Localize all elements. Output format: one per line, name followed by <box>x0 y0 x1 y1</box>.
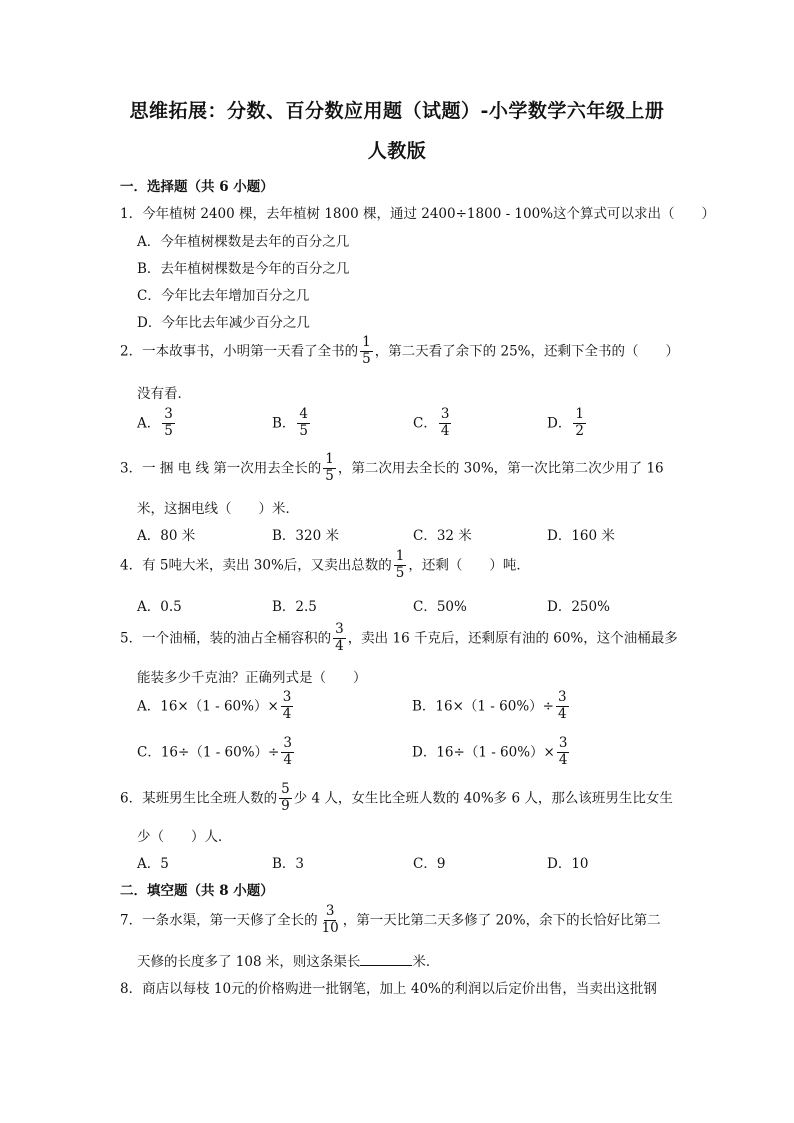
fraction <box>394 550 407 580</box>
question-2-stem-post: ，第二天看了余下的 25%，还剩下全书的（ ） <box>374 343 679 360</box>
question-2-stem-pre: 2．一本故事书，小明第一天看了全书的 <box>120 343 359 360</box>
fraction <box>279 783 292 813</box>
question-5-stem-line2: 能装多少千克油？正确列式是（ ） <box>137 670 367 686</box>
fraction-denominator: 2 <box>575 422 584 439</box>
fraction-denominator: 5 <box>395 564 405 581</box>
question-5-option-b <box>412 689 571 722</box>
option-text: B．16×（1 - 60%）÷ <box>412 698 554 715</box>
fraction-numerator: 3 <box>282 689 292 705</box>
fraction <box>333 623 346 653</box>
question-6-stem-post: 少 4 人，女生比全班人数的 40%多 6 人，那么该班男生比女生 <box>293 790 673 807</box>
fraction-denominator: 9 <box>281 797 290 814</box>
question-2-option-b <box>272 406 312 439</box>
fraction-denominator: 4 <box>558 751 568 768</box>
fraction-denominator: 5 <box>164 422 173 439</box>
section-heading-fill: 二．填空题（共 8 小题） <box>120 883 274 899</box>
option-label: B． <box>272 415 296 432</box>
question-6-stem-line2: 少（ ）人． <box>137 829 232 845</box>
question-6-option-d: D．10 <box>547 856 589 872</box>
question-2-option-c <box>413 406 453 439</box>
question-3-stem-line2: 米，这捆电线（ ）米． <box>137 501 299 517</box>
question-1-option-c: C．今年比去年增加百分之几 <box>137 288 310 304</box>
fraction-numerator: 3 <box>558 735 568 751</box>
option-text: C．16÷（1 - 60%）÷ <box>137 744 280 761</box>
question-3-stem <box>120 451 664 484</box>
fraction-numerator: 3 <box>283 735 292 751</box>
option-text: D．16÷（1 - 60%）× <box>412 744 555 761</box>
fraction-numerator: 1 <box>325 451 334 467</box>
fraction-numerator: 3 <box>335 621 344 637</box>
question-4-stem-post: ，还剩（ ）吨． <box>408 557 530 574</box>
question-6-option-c: C．9 <box>413 856 446 872</box>
fraction <box>360 336 373 366</box>
question-5-option-a <box>137 689 295 722</box>
question-1-option-b: B．去年植树棵数是今年的百分之几 <box>137 261 350 277</box>
question-2-option-d <box>547 406 588 439</box>
fraction <box>297 408 310 438</box>
fraction-denominator: 4 <box>282 705 292 722</box>
question-6-option-a: A．5 <box>137 856 169 872</box>
question-5-stem <box>120 621 678 654</box>
option-label: C． <box>413 415 437 432</box>
question-3-option-c: C．32 米 <box>413 528 472 544</box>
page-title-line2: 人教版 <box>367 140 427 162</box>
question-7-line2-pre: 天修的长度多了 108 米，则这条渠长 <box>137 954 361 970</box>
fraction <box>557 737 570 767</box>
fraction-denominator: 5 <box>362 350 371 367</box>
fraction-denominator: 4 <box>440 422 450 439</box>
option-text: A．16×（1 - 60%）× <box>137 698 279 715</box>
question-5-option-c <box>137 735 296 768</box>
fraction <box>281 737 294 767</box>
fraction-denominator: 10 <box>321 919 339 936</box>
question-6-option-b: B．3 <box>272 856 305 872</box>
question-4-option-c: C．50% <box>413 599 467 615</box>
question-3-option-d: D．160 米 <box>547 528 615 544</box>
fraction-numerator: 5 <box>281 781 290 797</box>
question-4-option-d: D．250% <box>547 599 610 615</box>
option-label: D． <box>547 415 572 432</box>
fraction-numerator: 1 <box>575 406 584 422</box>
question-6-stem-pre: 6．某班男生比全班人数的 <box>120 790 278 807</box>
question-2-stem <box>120 334 679 367</box>
question-4-stem-pre: 4．有 5吨大米，卖出 30%后，又卖出总数的 <box>120 557 392 574</box>
question-2-option-a <box>137 406 177 439</box>
fraction-numerator: 1 <box>395 548 405 564</box>
answer-blank[interactable] <box>360 953 412 966</box>
question-7-stem-post: ，第一天比第二天多修了 20%，余下的长恰好比第二 <box>342 912 661 929</box>
question-1-option-d: D．今年比去年减少百分之几 <box>137 315 310 331</box>
question-1-option-a: A．今年植树棵数是去年的百分之几 <box>137 234 350 250</box>
fraction <box>162 408 175 438</box>
fraction-numerator: 3 <box>557 689 567 705</box>
fraction-numerator: 3 <box>325 903 335 919</box>
fraction-denominator: 5 <box>325 467 334 484</box>
question-4-stem <box>120 548 530 581</box>
fraction-denominator: 4 <box>557 705 567 722</box>
fraction-numerator: 1 <box>362 334 371 350</box>
question-8-stem: 8．商店以每枝 10元的价格购进一批钢笔，加上 40%的利润以后定价出售，当卖出这批钢 <box>120 981 657 997</box>
question-7-stem-pre: 7．一条水渠，第一天修了全长的 <box>120 912 318 929</box>
question-4-option-b: B．2.5 <box>272 599 317 615</box>
fraction <box>323 453 336 483</box>
fraction-denominator: 5 <box>299 422 309 439</box>
fraction <box>556 691 569 721</box>
question-6-stem <box>120 781 673 814</box>
question-7-line2-post: 米． <box>412 954 440 970</box>
question-5-stem-post: ，卖出 16 千克后，还剩原有油的 60%，这个油桶最多 <box>347 630 678 647</box>
fraction <box>320 905 341 935</box>
fraction-denominator: 4 <box>283 751 292 768</box>
question-4-option-a: A．0.5 <box>137 599 182 615</box>
fraction-denominator: 4 <box>335 637 344 654</box>
question-5-stem-pre: 5．一个油桶，装的油占全桶容积的 <box>120 630 332 647</box>
section-heading-choice: 一．选择题（共 6 小题） <box>120 179 274 195</box>
question-3-stem-post: ，第二次用去全长的 30%，第一次比第二次少用了 16 <box>337 460 664 477</box>
question-3-option-b: B．320 米 <box>272 528 339 544</box>
fraction-numerator: 3 <box>164 406 173 422</box>
fraction <box>439 408 452 438</box>
question-1-stem: 1．今年植树 2400 棵，去年植树 1800 棵，通过 2400÷1800 - 100%这个算式可以求出（ ） <box>120 206 716 222</box>
fraction-numerator: 4 <box>299 406 309 422</box>
fraction <box>281 691 294 721</box>
fraction <box>573 408 586 438</box>
page-title: 思维拓展：分数、百分数应用题（试题）-小学数学六年级上册 <box>129 100 665 122</box>
question-2-stem-line2: 没有看． <box>137 386 191 402</box>
question-3-option-a: A．80 米 <box>137 528 196 544</box>
question-3-stem-pre: 3．一 捆 电 线 第一次用去全长的 <box>120 460 322 477</box>
question-7-stem <box>120 903 661 936</box>
question-5-option-d <box>412 735 571 768</box>
option-label: A． <box>137 415 161 432</box>
question-7-stem-line2 <box>137 950 439 970</box>
fraction-numerator: 3 <box>440 406 450 422</box>
